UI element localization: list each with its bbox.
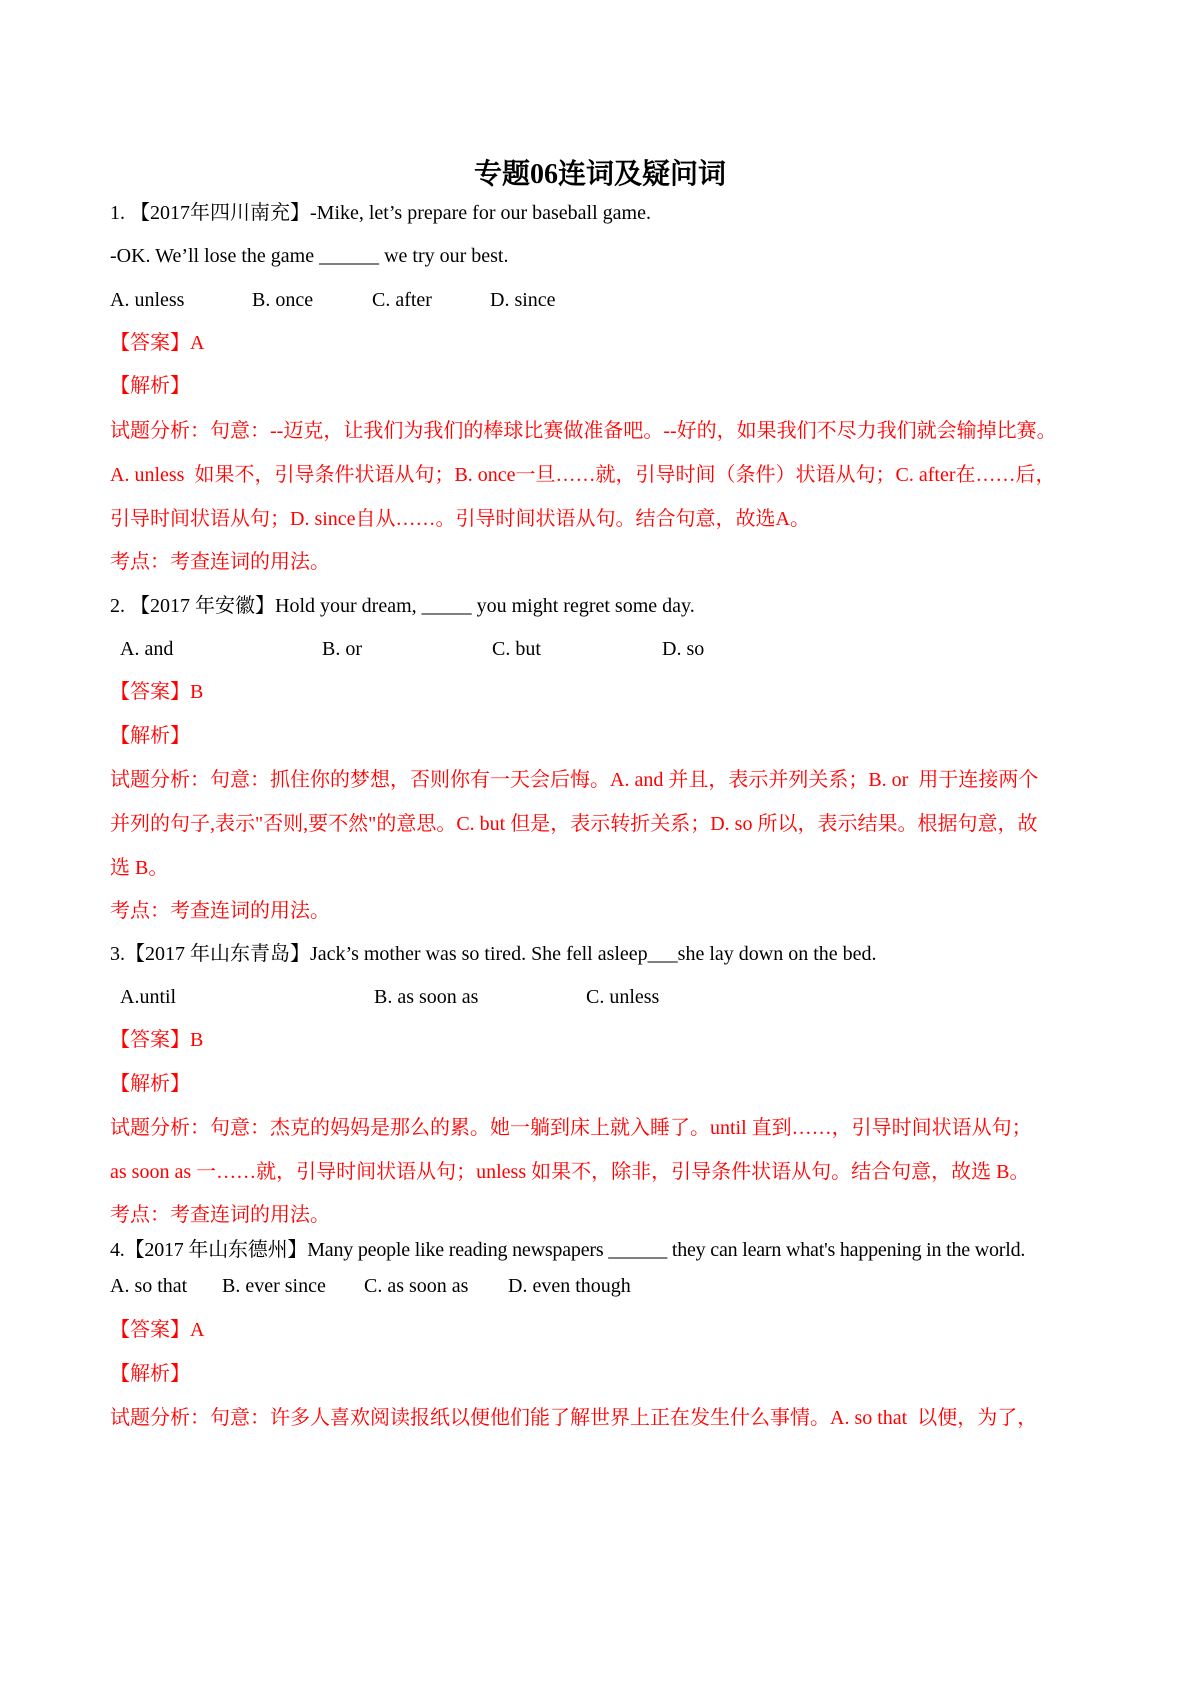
q3-option-b: B. as soon as <box>374 986 479 1008</box>
q4-option-d: D. even though <box>508 1275 631 1297</box>
q1-analysis-label: 【解析】 <box>110 375 190 397</box>
q1-stem-line2: -OK. We’ll lose the game ______ we try our best. <box>110 245 509 267</box>
q2-analysis-label: 【解析】 <box>110 725 190 747</box>
q2-analysis-line: 选 B。 <box>110 857 169 879</box>
q2-point: 考点：考查连词的用法。 <box>110 900 330 922</box>
q1-analysis-line: 试题分析：句意：--迈克，让我们为我们的棒球比赛做准备吧。--好的，如果我们不尽力我们就会输掉比赛。 <box>110 420 1057 442</box>
q3-point: 考点：考查连词的用法。 <box>110 1204 330 1226</box>
q2-option-c: C. but <box>492 638 541 660</box>
q2-option-a: A. and <box>120 638 174 660</box>
q4-option-c: C. as soon as <box>364 1275 469 1297</box>
q1-option-a: A. unless <box>110 289 185 311</box>
q2-option-d: D. so <box>662 638 705 660</box>
q1-option-b: B. once <box>252 289 314 311</box>
q2-analysis-line: 试题分析：句意：抓住你的梦想，否则你有一天会后悔。A. and 并且，表示并列关系；B. or 用于连接两个 <box>110 769 1039 791</box>
q4-stem: 4.【2017 年山东德州】Many people like reading newspapers ______ they can learn what's happening in the world. <box>110 1239 1026 1261</box>
q1-analysis-line: A. unless 如果不，引导条件状语从句；B. once一旦……就，引导时间（条件）状语从句；C. after在……后， <box>110 464 1056 486</box>
q1-option-c: C. after <box>372 289 432 311</box>
q1-answer: 【答案】A <box>110 332 205 354</box>
q3-option-a: A.until <box>120 986 177 1008</box>
q3-answer: 【答案】B <box>110 1029 204 1051</box>
q3-analysis-label: 【解析】 <box>110 1073 190 1095</box>
q1-point: 考点：考查连词的用法。 <box>110 551 330 573</box>
q1-option-d: D. since <box>490 289 556 311</box>
q3-stem: 3.【2017 年山东青岛】Jack’s mother was so tired. She fell asleep___she lay down on the bed. <box>110 943 877 965</box>
q4-analysis-label: 【解析】 <box>110 1363 190 1385</box>
q4-option-b: B. ever since <box>222 1275 326 1297</box>
page-title: 专题06连词及疑问词 <box>473 159 726 190</box>
q2-answer: 【答案】B <box>110 681 204 703</box>
q2-stem: 2. 【2017 年安徽】Hold your dream, _____ you might regret some day. <box>110 595 695 617</box>
q3-option-c: C. unless <box>586 986 660 1008</box>
q1-stem: 1. 【2017年四川南充】-Mike, let’s prepare for our baseball game. <box>110 202 651 224</box>
q2-analysis-line: 并列的句子,表示"否则,要不然"的意思。C. but 但是，表示转折关系；D. so 所以，表示结果。根据句意，故 <box>110 813 1038 835</box>
q3-analysis-line: 试题分析：句意：杰克的妈妈是那么的累。她一躺到床上就入睡了。until 直到……，引导时间状语从句； <box>110 1117 1032 1139</box>
q3-analysis-line: as soon as 一……就，引导时间状语从句；unless 如果不，除非，引导条件状语从句。结合句意，故选 B。 <box>110 1161 1030 1183</box>
q2-option-b: B. or <box>322 638 362 660</box>
q4-answer: 【答案】A <box>110 1319 205 1341</box>
q4-option-a: A. so that <box>110 1275 188 1297</box>
q4-analysis-line: 试题分析：句意：许多人喜欢阅读报纸以便他们能了解世界上正在发生什么事情。A. so that 以便，为了， <box>110 1407 1038 1429</box>
q1-analysis-line: 引导时间状语从句；D. since自从……。引导时间状语从句。结合句意，故选A。 <box>110 508 810 530</box>
